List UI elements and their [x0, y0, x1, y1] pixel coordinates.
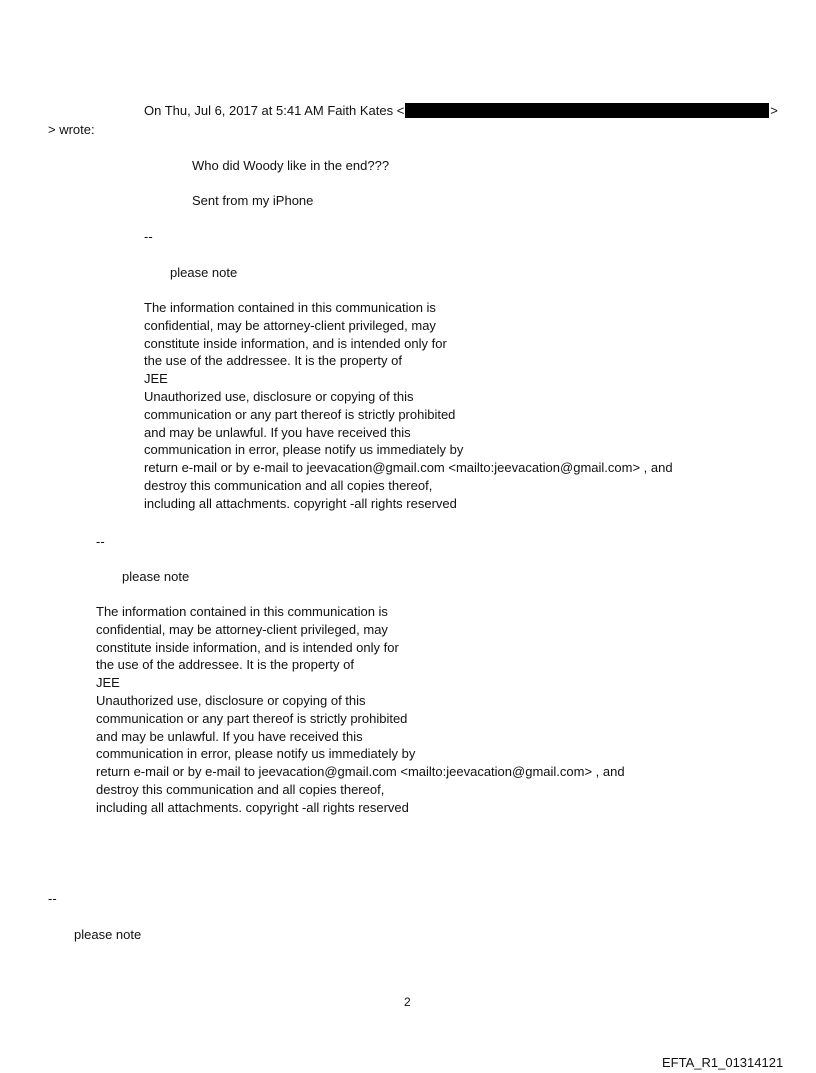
disclaimer-line: return e-mail or by e-mail to jeevacation@gmail.com <mailto:jeevacation@gmail.com> , and — [144, 460, 673, 476]
disclaimer-line: Unauthorized use, disclosure or copying of this — [96, 692, 366, 708]
please-note-heading: please note — [122, 569, 190, 584]
separator: -- — [144, 229, 153, 244]
disclaimer-line: including all attachments. copyright -all rights reserved — [144, 495, 457, 511]
disclaimer-line: destroy this communication and all copies thereof, — [96, 781, 385, 797]
disclaimer-paragraph — [96, 603, 625, 817]
document-id: EFTA_R1_01314121 — [662, 1055, 784, 1070]
disclaimer-line: communication in error, please notify us immediately by — [144, 442, 464, 458]
disclaimer-line: The information contained in this communication is — [96, 604, 388, 619]
please-note-heading: please note — [74, 927, 142, 942]
sent-from-line: Sent from my iPhone — [192, 193, 314, 208]
disclaimer-line: the use of the addressee. It is the property of — [144, 353, 402, 369]
disclaimer-line: and may be unlawful. If you have received this — [96, 728, 363, 744]
disclaimer-line: Unauthorized use, disclosure or copying of this — [144, 388, 414, 404]
header-suffix: > — [770, 103, 778, 118]
disclaimer-line: constitute inside information, and is intended only for — [144, 335, 447, 351]
disclaimer-line: return e-mail or by e-mail to jeevacation@gmail.com <mailto:jeevacation@gmail.com> , and — [96, 764, 625, 780]
disclaimer-line: JEE — [96, 675, 120, 691]
disclaimer-line: and may be unlawful. If you have received this — [144, 424, 411, 440]
disclaimer-line: the use of the addressee. It is the property of — [96, 657, 354, 673]
disclaimer-line: communication or any part thereof is strictly prohibited — [96, 710, 408, 726]
header-prefix: On Thu, Jul 6, 2017 at 5:41 AM Faith Kates < — [144, 103, 405, 118]
page-number: 2 — [404, 995, 411, 1009]
redaction-bar — [405, 103, 769, 118]
disclaimer-line: JEE — [144, 371, 168, 387]
disclaimer-line: communication or any part thereof is strictly prohibited — [144, 406, 456, 422]
separator: -- — [48, 891, 57, 906]
disclaimer-line: confidential, may be attorney-client privileged, may — [96, 621, 388, 637]
email-header-line — [144, 102, 778, 120]
separator: -- — [96, 534, 105, 549]
disclaimer-line: communication in error, please notify us immediately by — [96, 746, 416, 762]
wrote-line: > wrote: — [48, 122, 95, 137]
disclaimer-line: including all attachments. copyright -all rights reserved — [96, 799, 409, 815]
disclaimer-line: confidential, may be attorney-client privileged, may — [144, 317, 436, 333]
quoted-question: Who did Woody like in the end??? — [192, 158, 390, 173]
disclaimer-line: constitute inside information, and is intended only for — [96, 639, 399, 655]
disclaimer-paragraph — [144, 299, 673, 513]
disclaimer-line: destroy this communication and all copies thereof, — [144, 477, 433, 493]
please-note-heading: please note — [170, 265, 238, 280]
disclaimer-line: The information contained in this communication is — [144, 300, 436, 315]
